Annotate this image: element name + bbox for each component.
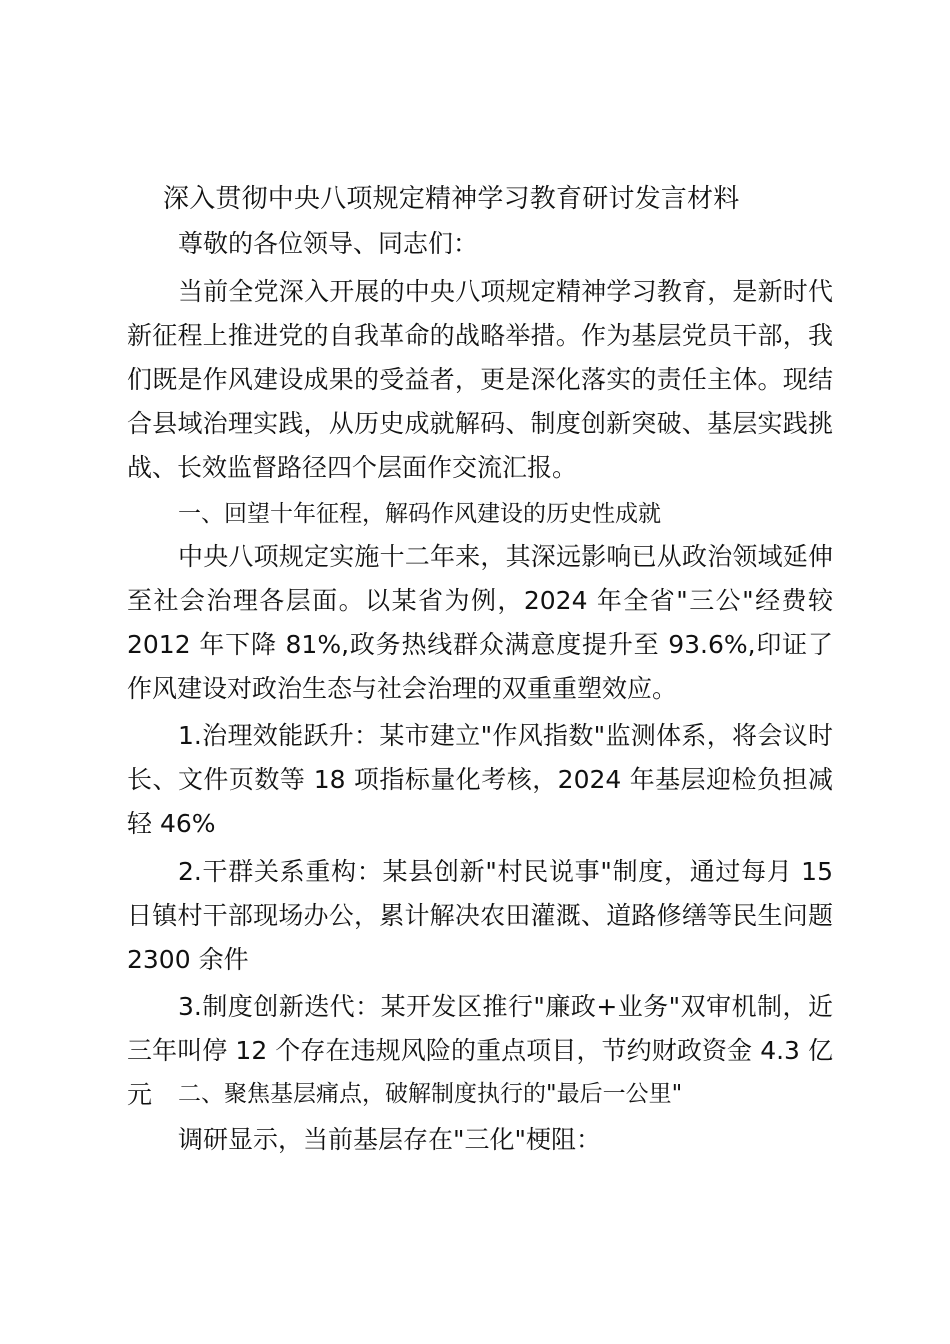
section-one-paragraph: 中央八项规定实施十二年来，其深远影响已从政治领域延伸至社会治理各层面。以某省为例，2024 年全省"三公"经费较 2012 年下降 81%,政务热线群众满意度提升至 93.6%,印证了作风建设对政治生态与社会治理的双重重塑效应。: [127, 542, 833, 703]
list-item: 3.制度创新迭代：某开发区推行"廉政+业务"双审机制，近三年叫停 12 个存在违规风险的重点项目，节约财政资金 4.3 亿元: [127, 992, 833, 1109]
list-item: 2.干群关系重构：某县创新"村民说事"制度，通过每月 15 日镇村干部现场办公，累计解决农田灌溉、道路修缮等民生问题 2300 余件: [127, 857, 833, 974]
section-two-heading: 二、聚焦基层痛点，破解制度执行的"最后一公里": [178, 1081, 683, 1107]
section-one-heading: 一、回望十年征程，解码作风建设的历史性成就: [178, 501, 661, 527]
list-item: 1.治理效能跃升：某市建立"作风指数"监测体系，将会议时长、文件页数等 18 项指标量化考核，2024 年基层迎检负担减轻 46%: [127, 721, 833, 838]
intro-paragraph: 当前全党深入开展的中央八项规定精神学习教育，是新时代新征程上推进党的自我革命的战略举措。作为基层党员干部，我们既是作风建设成果的受益者，更是深化落实的责任主体。现结合县域治理实践，从历史成就解码、制度创新突破、基层实践挑战、长效监督路径四个层面作交流汇报。: [127, 277, 833, 482]
section-two-paragraph: 调研显示，当前基层存在"三化"梗阻：: [178, 1125, 601, 1154]
salutation: 尊敬的各位领导、同志们：: [178, 229, 479, 258]
document-title: 深入贯彻中央八项规定精神学习教育研讨发言材料: [163, 184, 740, 214]
